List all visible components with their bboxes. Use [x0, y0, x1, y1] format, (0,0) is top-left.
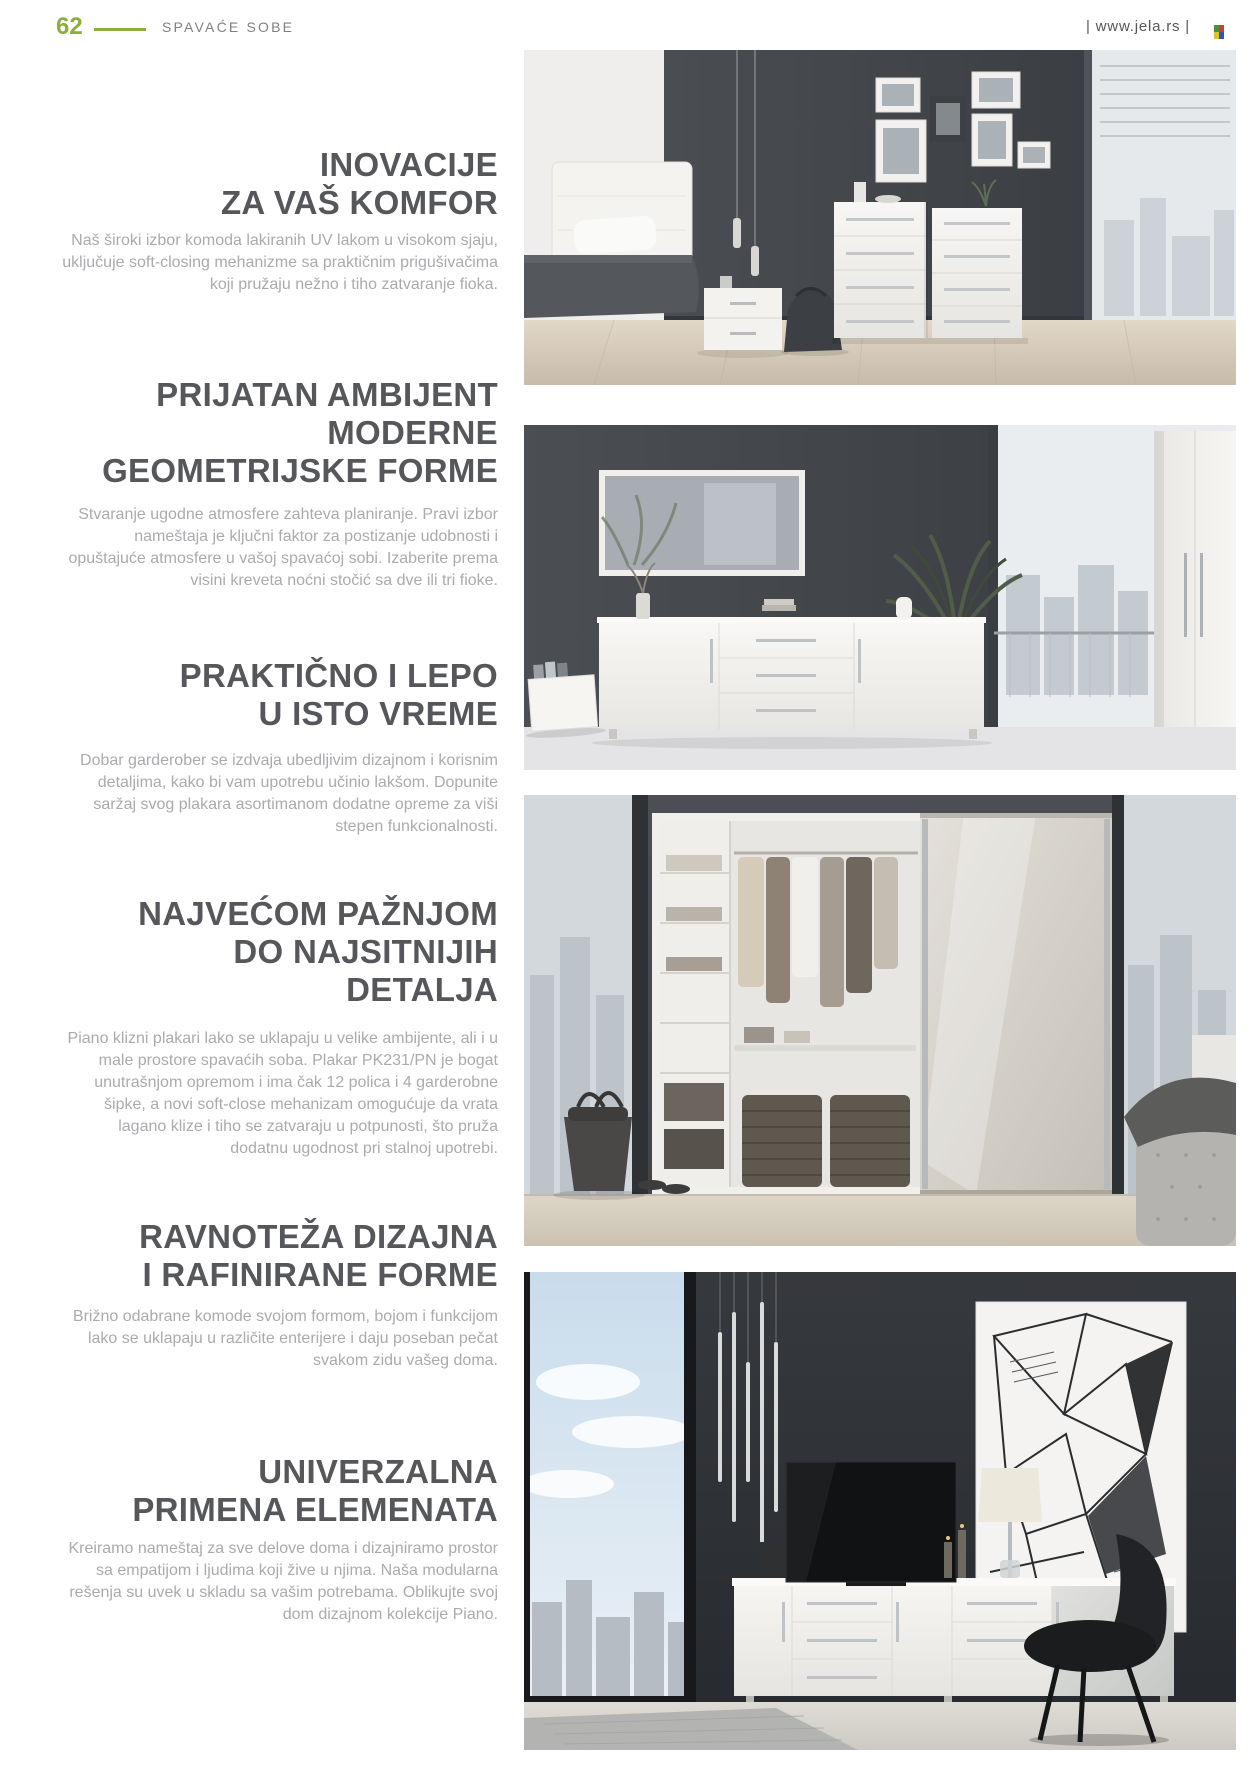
heading-line: DO NAJSITNIJIH: [233, 933, 498, 970]
section-univerzalna-primena: [60, 1453, 498, 1626]
heading-line: PRIMENA ELEMENATA: [132, 1491, 498, 1528]
section-heading: [60, 1453, 498, 1529]
photo-sideboard-mirror: [524, 425, 1236, 770]
website-label: | www.jela.rs |: [1086, 18, 1190, 35]
section-heading: [60, 146, 498, 222]
section-body: Stvaranje ugodne atmosfere zahteva planiranje. Pravi izbor nameštaja je ključni faktor za postizanje udobnosti i opuštajuće atmosfere u vašoj spavaćoj sobi. Izaberite prema visini kreveta noćni stočić sa dve ili tri fioke.: [68, 506, 498, 589]
heading-line: I RAFINIRANE FORME: [142, 1256, 498, 1293]
section-inovacije: [60, 146, 498, 296]
section-heading: [60, 657, 498, 733]
photo-tv-sideboard-art-illustration: [524, 1272, 1236, 1750]
section-body: Brižno odabrane komode svojom formom, bojom i funkcijom lako se uklapaju u različite enterijere i daju poseban pečat svakom zidu vašeg doma.: [72, 1308, 498, 1369]
heading-line: NAJVEĆOM PAŽNJOM: [138, 895, 498, 932]
heading-line: MODERNE: [327, 414, 498, 451]
photo-sliding-wardrobe: [524, 795, 1236, 1246]
photo-sliding-wardrobe-illustration: [524, 795, 1236, 1246]
section-body: Piano klizni plakari lako se uklapaju u velike ambijente, ali i u male prostore spavaćih soba. Plakar PK231/PN je bogat unutrašnjom opremom i ima čak 12 polica i 4 garderobne šipke, a novi soft-close mehanizam omogućuje da vrata lagano klize i tiho se zatvaraju u potpunosti, što pruža dodatnu ugodnost pri stalnoj upotrebi.: [67, 1030, 498, 1157]
photo-bedroom-chests: [524, 50, 1236, 385]
photo-bedroom-chests-illustration: [524, 50, 1236, 385]
header-rule: [94, 28, 146, 31]
heading-line: RAVNOTEŽA DIZAJNA: [139, 1218, 498, 1255]
heading-line: INOVACIJE: [319, 146, 498, 183]
heading-line: ZA VAŠ KOMFOR: [220, 184, 498, 221]
section-body: Naš široki izbor komoda lakiranih UV lakom u visokom sjaju, uključuje soft-closing mehanizme sa praktičnim prigušivačima koji pružaju nežno i tiho zatvaranje fioka.: [62, 232, 498, 293]
heading-line: PRAKTIČNO I LEPO: [179, 657, 498, 694]
section-body: Dobar garderober se izdvaja ubedljivim dizajnom i korisnim detaljima, kako bi vam upotrebu učinio lakšom. Dopunite saržaj svog plakara asortimanom dodatne opreme za viši stepen funkcionalnosti.: [80, 752, 498, 835]
heading-line: PRIJATAN AMBIJENT: [156, 376, 498, 413]
heading-line: U ISTO VREME: [258, 695, 498, 732]
photo-sideboard-mirror-illustration: [524, 425, 1236, 770]
section-najvecom-paznjom: [60, 895, 498, 1160]
photo-tv-sideboard-art: [524, 1272, 1236, 1750]
section-body: Kreiramo nameštaj za sve delove doma i dizajniramo prostor sa empatijom i ljudima koji žive u njima. Naša modularna rešenja su uvek u skladu sa vašim potrebama. Oblikujte svoj dom dizajnom kolekcije Piano.: [68, 1540, 498, 1623]
section-heading: [60, 895, 498, 1009]
jela-logo-icon: [1214, 25, 1224, 39]
section-prakticno-i-lepo: [60, 657, 498, 838]
heading-line: DETALJA: [346, 971, 498, 1008]
heading-line: GEOMETRIJSKE FORME: [102, 452, 498, 489]
page-number: 62: [56, 13, 83, 40]
section-heading: [60, 1218, 498, 1294]
section-prijatan-ambijent: [60, 376, 498, 592]
section-ravnoteza-dizajna: [60, 1218, 498, 1372]
section-heading: [60, 376, 498, 490]
heading-line: UNIVERZALNA: [258, 1453, 498, 1490]
category-label: SPAVAĆE SOBE: [162, 19, 295, 35]
